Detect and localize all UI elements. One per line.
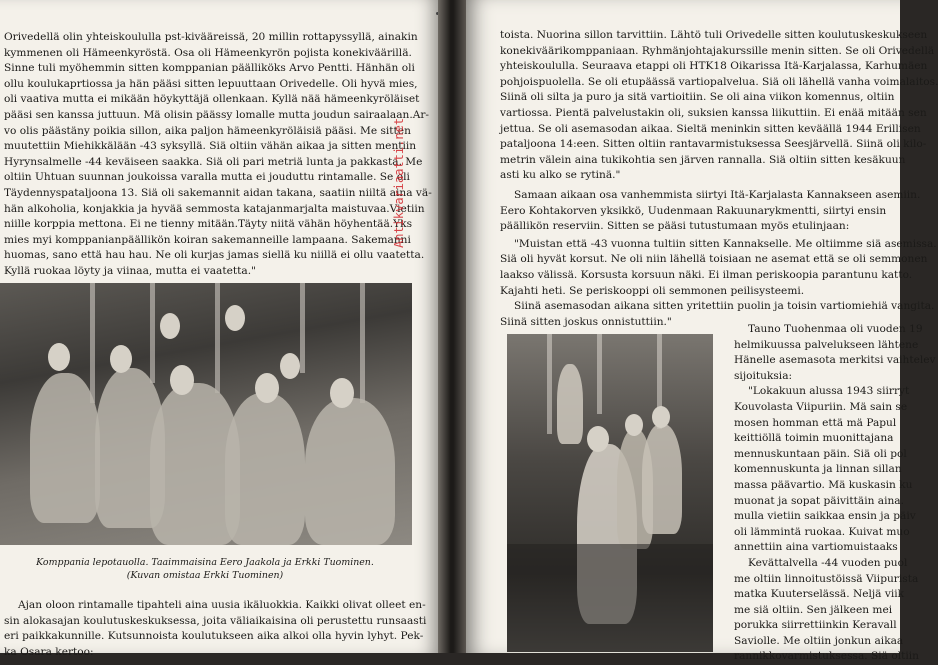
text-line: Saviolle. Me oltiin jonkun aikaa [734, 634, 904, 647]
text-line: muutettiin Miehikkälään -43 syksyllä. Siä oltiin vähän aikaa ja sitten mentiin [4, 140, 417, 153]
right-side-column [734, 322, 936, 665]
text-line: oli lämmintä ruokaa. Kuivat muo [734, 525, 910, 538]
text-line: metrin välein aina tukikohtia sen järven rannalla. Siä oltiin sitten kesäkuun [500, 153, 906, 166]
text-line: keittiöllä toimin muonittajana [734, 432, 894, 445]
text-line: me oltiin linnoitustöissä Viipurista [734, 572, 919, 585]
text-line: Hänelle asemasota merkitsi vaihtelev [734, 354, 936, 367]
text-line: konekiväärikomppaniaan. Ryhmänjohtajakurssille menin sitten. Se oli Orivedellä [500, 44, 935, 57]
text-line: rannikkovarmistuksessa. Siä oltiin [734, 650, 919, 663]
text-line: hän alkoholia, konjakkia ja hyvää semmosta katajanmarjalta maistuvaa.Vietiin [4, 202, 425, 215]
text-line: kymmenen oli Hämeenkyröstä. Osa oli Hämeenkyrön pojista konekiväärillä. [4, 46, 412, 59]
text-line: Kevättalvella -44 vuoden puol [748, 556, 908, 569]
right-paragraph-1 [500, 28, 938, 330]
left-page [0, 0, 438, 658]
right-page [466, 0, 938, 663]
text-line: "Lokakuun alussa 1943 siirryt [748, 385, 910, 398]
text-line: sin alokasajan koulutuskeskuksessa, joita väliaikaisina oli perustettu runsaasti [4, 614, 427, 627]
text-line: Kajahti heti. Se periskooppi oli semmonen peilisysteemi. [500, 284, 805, 297]
text-line: Kyllä ruokaa löyty ja viinaa, mutta ei vaatetta." [4, 264, 256, 277]
watermark: Antikvariaatti.net [392, 117, 406, 248]
text-line: vo olis päästäny poikia sillon, aika paljon hämeenkyröläisiä pääsi. Me sitten [4, 124, 411, 137]
group-soldiers-photo [0, 283, 412, 545]
text-line: Siinä sitten joskus onnistuttiin." [500, 315, 672, 328]
text-line: komennuskunta ja linnan sillan [734, 463, 902, 476]
text-line: Sinne tuli myöhemmin sitten komppanian päälliköks Arvo Pentti. Hänhän oli [4, 62, 415, 75]
text-line: "Muistan että -43 vuonna tultiin sitten Kannakselle. Me oltiimme siä asemissa. [514, 237, 937, 250]
text-line: Kouvolasta Viipuriin. Mä sain se [734, 400, 908, 413]
text-line: matka Kuuterselässä. Neljä viik [734, 588, 905, 601]
text-line: Siinä asemasodan aikana sitten yritettiin puolin ja toisin vartiomiehiä vangita. [514, 300, 935, 313]
text-line: Ajan oloon rintamalle tipahteli aina uusia ikäluokkia. Kaikki olivat olleet en- [18, 599, 426, 611]
book-gutter [438, 0, 466, 653]
text-line: ollu koulukaprtiossa ja hän pääsi sitten lepuuttaan Orivedelle. Oli hyvä mies, [4, 77, 418, 90]
text-line: toista. Nuorina sillon tarvittiin. Lähtö tuli Orivedelle sitten koulutuskeskukseen [500, 29, 928, 41]
text-line: muonat ja sopat päivittäin aina. [734, 494, 904, 507]
text-line: Samaan aikaan osa vanhemmista siirtyi Itä-Karjalasta Kannakseen asemiin. [514, 188, 921, 201]
text-line: pohjoispuolella. Se oli etupäässä vartiopalvelua. Siä oli lähellä vanha voimalaitos. [500, 75, 938, 88]
text-line: Siinä oli silta ja puro ja sitä vartioitiin. Se oli aina viikon komennus, oltiin [500, 91, 895, 104]
text-line: porukka siirrettiinkin Keravall [734, 619, 897, 632]
text-line: massa päävartio. Mä kuskasin ku [734, 478, 913, 491]
text-line: jettua. Se oli asemasodan aikaa. Sieltä meninkin sitten keväällä 1944 Erillisen [500, 122, 921, 135]
caption-credit: (Kuvan omistaa Erkki Tuominen) [126, 570, 284, 581]
text-line: oltiin Uhtuan suunnan joukoissa varalla mutta ei jouduttu rintamalle. Se oli [4, 171, 410, 184]
photo-caption [0, 556, 410, 582]
text-line: mosen homman että mä Papul [734, 416, 897, 429]
text-line: Täydennyspataljoona 13. Siä oli sakemannit aidan takana, saatiin niiltä aina vä- [4, 186, 432, 199]
text-line: ka Osara kertoo: [4, 645, 94, 658]
text-line: eri paikkakunnille. Kutsunnoista koulutukseen aika alkoi olla hyvin lyhyt. Pek- [4, 630, 424, 643]
text-line: oli vaativa mutta ei mikään höykyttäjä ollenkaan. Kyllä nää hämeenkyröläiset [4, 93, 420, 106]
text-line: pääsi sen kanssa juttuun. Mä olisin päässy lomalle mutta joudun sairaalaan.Ar- [4, 108, 430, 121]
text-line: Orivedellä olin yhteiskoululla pst-kivääreissä, 20 millin rottapyssyllä, ainakin [4, 31, 418, 43]
text-line: mies myi komppanianpäällikön koiran sakemanneille lampaana. Sakemanni [4, 233, 411, 246]
text-line: helmikuussa palvelukseen lähtene [734, 338, 919, 351]
caption-line: Komppania lepotauolla. Taaimmaisina Eero Jaakola ja Erkki Tuominen. [36, 557, 374, 568]
trench-workers-photo [507, 334, 713, 652]
text-line: huomas, sano että hau hau. Ne oli kurjas jamas siellä ku niillä ei ollu vaatetta. [4, 249, 425, 262]
left-paragraph-2 [4, 598, 427, 660]
text-line: Tauno Tuohenmaa oli vuoden 19 [748, 323, 923, 335]
text-line: me siä oltiin. Sen jälkeen mei [734, 603, 893, 616]
text-line: Siä oli hyvät korsut. Ne oli niin lähellä toisiaan ne asemat että se oli semmonen [500, 253, 928, 266]
text-line: mulla vietiin saikkaa ensin ja päiv [734, 510, 916, 523]
text-line: niille korppia mettona. Ei ne tienny mitään.Täyty niitä vähän höyhentää.Yks [4, 218, 413, 231]
text-line: laakso välissä. Korsusta korsuun näki. Ei ilman periskoopia parantunu katto. [500, 268, 913, 281]
text-line: yhteiskoululla. Seuraava etappi oli HTK18 Oikarissa Itä-Karjalassa, Karhumäen [500, 60, 928, 73]
text-line: Hyrynsalmelle -44 keväiseen saakka. Siä oli pari metriä lunta ja pakkasta. Me [4, 155, 423, 168]
text-line: sijoituksia: [734, 369, 793, 382]
left-paragraph-1 [4, 30, 432, 280]
text-line: vartiossa. Pientä palvelustakin oli, suksien kanssa liikuttiin. Ei enää mitään sen [500, 106, 927, 119]
text-line: Eero Kohtakorven yksikkö, Uudenmaan Rakuunarykmentti, siirtyi ensin [500, 204, 887, 217]
text-line: annettiin aina vartiomuistaaks [734, 541, 898, 554]
text-line: mennuskuntaan päin. Siä oli pol [734, 447, 907, 460]
text-line: asti ku alko se rytinä." [500, 169, 621, 182]
text-line: päällikön reserviin. Sitten se pääsi tutustumaan myös etulinjaan: [500, 220, 850, 233]
text-line: pataljoona 14:een. Sitten oltiin rantavarmistuksessa Seesjärvellä. Siinä oli kilo- [500, 138, 927, 151]
